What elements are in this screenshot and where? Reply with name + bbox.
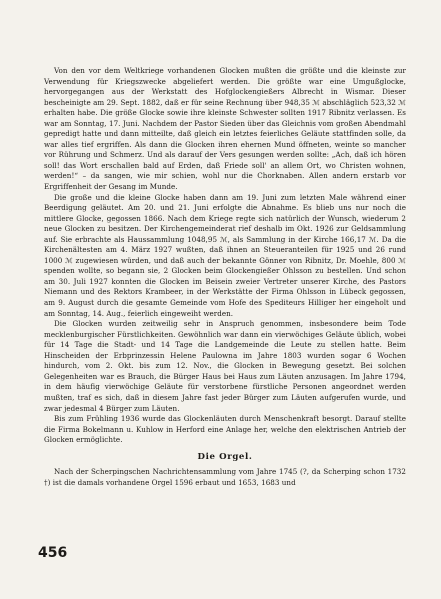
page-number: 456 [38,545,68,561]
paragraph-electric-drive: Bis zum Frühling 1936 wurde das Glockenläuten durch Menschenkraft besorgt. Darauf stellte die Firma Bokelmann u. Kuhlow in Herford eine Anlage her, welche den elektrischen Antrieb der Glocken ermöglichte. [44,414,406,445]
paragraph-ringing-customs: Die Glocken wurden zeitweilig sehr in Anspruch genommen, insbesondere beim Tode mecklenburgischer Fürstlichkeiten. Gewöhnlich war dann ein vierwöchiges Geläute üblich, wobei für 14 Tage die Stadt- und 14 Tage die Landgemeinde die Leute zu stellen hatte. Beim Hinscheiden der Erbprinzessin Helene Paulowna im Jahre 1803 wurden sogar 6 Wochen hindurch, vom 2. Okt. bis zum 12. Nov., die Glocken in Bewegung gesetzt. Bei solchen Gelegenheiten war es Brauch, die Bürger Haus bei Haus zum Läuten anzusagen. Im Jahre 1794, in dem häufig vierwöchige Geläute für verstorbene fürstliche Personen angeordnet werden mußten, traf es sich, daß in diesem Jahre fast jeder Bürger zum Läuten aufgerufen wurde, und zwar jedesmal 4 Bürger zum Läuten. [44,319,406,413]
paragraph-new-bells: Die große und die kleine Glocke haben dann am 19. Juni zum letzten Male während einer Beerdigung geläutet. Am 20. und 21. Juni erfolgte die Abnahme. Es blieb uns nur noch die mittlere Glocke, gegossen 1866. Nach dem Kriege regte sich natürlich der Wunsch, wiederum 2 neue Glocken zu besitzen. Der Kirchengemeinderat rief deshalb im Okt. 1926 zur Geldsammlung auf. Sie erbrachte als Haussammlung 1048,95 ℳ, als Sammlung in der Kirche 166,17 ℳ. Da die Kirchenältesten am 4. März 1927 wußten, daß ihnen an Steueranteilen für 1925 und 26 rund 1000 ℳ zugewiesen würden, und daß auch der bekannte Gönner von Ribnitz, Dr. Moehle, 800 ℳ spenden wollte, so begann sie, 2 Glocken beim Glockengießer Ohlsson zu bestellen. Und schon am 30. Juli 1927 konnten die Glocken im Beisein zweier Vertreter unserer Kirche, des Pastors Niemann und des Rektors Krambeer, in der Werkstätte der Firma Ohlsson in Lübeck gegossen, am 9. August durch die gesamte Gemeinde vom Hofe des Spediteurs Hilliger her eingeholt und am Sonntag, 14. Aug., feierlich eingeweiht werden. [44,192,406,318]
section-heading-organ: Die Orgel. [197,451,253,462]
paragraph-bells-war: Von den vor dem Weltkriege vorhandenen Glocken mußten die größte und die kleinste zur Verwendung für Kriegszwecke abgeliefert werden. Die größte war eine Umgußglocke, hervorgegangen aus der Werkstatt des Hofglockengießers Albrecht in Wismar. Dieser bescheinigte am 29. Sept. 1882, daß er für seine Rechnung über 948,35 ℳ abschläglich 523,32 ℳ erhalten habe. Die größe Glocke sowie ihre kleinste Schwester sollten 1917 Ribnitz verlassen. Es war am Sonntag, 17. Juni. Nachdem der Pastor Sieden über das Gleichnis vom großen Abendmahl gepredigt hatte und dann mitteilte, daß gleich ein letztes feierliches Geläute stattfinden solle, da war alles tief ergriffen. Als dann die Glocken ihren ehernen Mund öffneten, weinte so mancher vor Rührung und Schmerz. Und als darauf der Vers gesungen werden sollte: „Ach, daß ich hören soll! das Wort erschallen bald auf Erden, daß Friede soll' an allem Ort, wo Christen wohnen, werden!“ – da sangen, wie mir schien, wohl nur die Chorknaben. Allen andern erstarb vor Ergriffenheit der Gesang im Munde. [44,66,406,192]
paragraph-organ: Nach der Scherpingschen Nachrichtensammlung vom Jahre 1745 (?, da Scherping schon 1732 †) ist die damals vorhandene Orgel 1596 erbaut und 1653, 1683 und [44,467,406,487]
body-text [44,66,406,488]
